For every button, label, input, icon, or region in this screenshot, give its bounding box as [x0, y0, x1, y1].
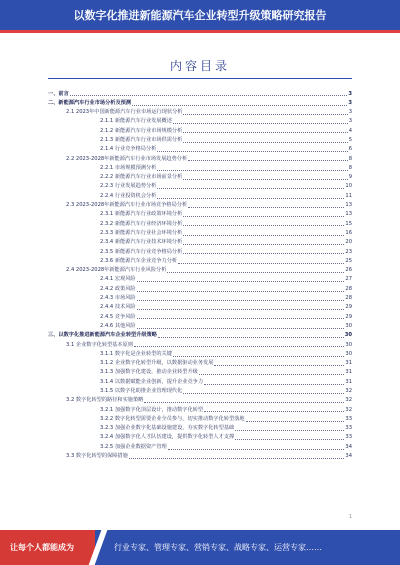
toc-entry-page: 3 [348, 90, 352, 97]
toc-entry-page: 31 [345, 360, 352, 367]
toc-entry-page: 33 [345, 425, 352, 432]
toc-entry-title: 2.1 2023年中国新能源汽车行业市场运行现状分析 [66, 109, 183, 116]
toc-leader-dots [144, 401, 344, 403]
toc-leader-dots [183, 178, 347, 180]
toc-entry-title: 3.1.5 以数字化助推企业管理现代化 [100, 388, 183, 394]
toc-entry-page: 27 [345, 276, 352, 283]
toc-entry[interactable] [48, 358, 352, 367]
toc-leader-dots [188, 206, 344, 208]
toc-entry-title: 3.1.4 以数据赋能企业创新，提升企业竞争力 [100, 378, 204, 385]
toc-entry[interactable] [48, 283, 352, 292]
toc-leader-dots [157, 197, 344, 199]
toc-entry-page: 29 [345, 304, 352, 311]
toc-leader-dots [137, 327, 345, 329]
toc-entry-page: 31 [345, 369, 352, 376]
toc-entry[interactable] [48, 302, 352, 311]
toc-entry-page: 26 [345, 267, 352, 274]
toc-entry-page: 9 [348, 174, 352, 181]
toc-leader-dots [173, 355, 344, 357]
toc-heading: 内容目录 [169, 59, 230, 73]
toc-leader-dots [157, 169, 347, 171]
toc-entry[interactable] [48, 125, 352, 134]
toc-entry-page: 28 [345, 285, 352, 292]
toc-entry-title: 3.3 数字化转型的保障措施 [66, 453, 128, 460]
toc-leader-dots [204, 383, 344, 385]
toc-entry-page: 3 [348, 99, 352, 106]
toc-leader-dots [183, 113, 347, 115]
toc-entry-title: 2.2.1 市场规模预测分析 [100, 164, 157, 171]
toc-entry[interactable] [48, 339, 352, 348]
toc-leader-dots [183, 224, 344, 226]
toc-entry-title: 三、以数字化推进新能源汽车企业转型升级策略 [48, 332, 157, 339]
toc-entry-title: 2.3.3 新能源汽车行业社会环境分析 [100, 229, 183, 236]
toc-entry-title: 2.2.4 行业投资机会分析 [100, 192, 157, 199]
toc-leader-dots [70, 94, 348, 96]
toc-entry-title: 2.1.2 新能源汽车行业市场规模分析 [100, 127, 183, 134]
toc-entry[interactable] [48, 218, 352, 227]
toc-entry-title: 2.1.1 新能源汽车行业发展概述 [100, 118, 172, 125]
toc-leader-dots [204, 410, 344, 412]
toc-entry[interactable] [48, 144, 352, 153]
toc-entry-title: 2.2.2 新能源汽车行业市场前景分析 [100, 174, 183, 181]
toc-entry[interactable] [48, 451, 352, 460]
toc-entry[interactable] [48, 190, 352, 199]
toc-entry-title: 3.2.3 加强企业数字化基础设施建设，夯实数字化转型基础 [100, 425, 235, 432]
toc-entry[interactable] [48, 423, 352, 432]
toc-entry-page: 32 [345, 397, 352, 404]
toc-leader-dots [157, 187, 344, 189]
toc-entry-page: 16 [345, 229, 352, 236]
toc-entry-page: 4 [348, 127, 352, 134]
toc-leader-dots [183, 252, 344, 254]
toc-entry-page: 13 [345, 211, 352, 218]
toc-entry-title: 3.2.4 加强数字化人才队伍建设，提供数字化转型人才支撑 [100, 434, 235, 441]
toc-entry-page: 20 [345, 239, 352, 246]
toc-entry-page: 5 [348, 136, 352, 143]
toc-entry-page: 30 [345, 350, 352, 357]
toc-leader-dots [137, 308, 345, 310]
report-header-bar [0, 0, 400, 30]
toc-entry-title: 3.1.3 加强数字化建设，推动企业转型升级 [100, 369, 198, 376]
toc-entry-title: 3.2.1 加强数字化顶层设计，推动数字化转型 [100, 406, 204, 413]
header-accent-line [0, 30, 400, 33]
toc-entry[interactable] [48, 162, 352, 171]
toc-entry-page: 8 [348, 164, 352, 171]
toc-entry[interactable] [48, 376, 352, 385]
toc-entry-page: 3 [348, 118, 352, 125]
toc-entry-page: 31 [345, 378, 352, 385]
toc-entry[interactable] [48, 330, 352, 339]
toc-leader-dots [137, 290, 345, 292]
report-title: 以数字化推进新能源汽车企业转型升级策略研究报告 [73, 9, 327, 22]
toc-entry-title: 2.4 2023-2028年新能源汽车行业风险分析 [66, 267, 167, 274]
toc-entry[interactable] [48, 227, 352, 236]
toc-entry[interactable] [48, 293, 352, 302]
toc-leader-dots [158, 336, 344, 338]
toc-entry-title: 2.2 2023-2028年新能源汽车行业市场发展趋势分析 [66, 155, 188, 162]
toc-entry[interactable] [48, 274, 352, 283]
toc-entry-page: 6 [348, 146, 352, 153]
toc-leader-dots [183, 141, 347, 143]
toc-entry[interactable] [48, 97, 352, 106]
toc-leader-dots [167, 271, 344, 273]
page-number: 1 [348, 514, 352, 520]
toc-entry-title: 一、前言 [48, 90, 69, 97]
toc-entry-title: 3.2.5 加强企业数据资产管理 [100, 443, 167, 450]
toc-entry[interactable] [48, 246, 352, 255]
toc-entry[interactable] [48, 413, 352, 422]
toc-entry-page: 32 [345, 406, 352, 413]
toc-entry[interactable] [48, 386, 352, 395]
toc-entry-page: 32 [345, 388, 352, 394]
toc-entry-title: 2.3.4 新能源汽车行业技术环境分析 [100, 239, 183, 246]
toc-entry-title: 2.1.3 新能源汽车行业市场供需分析 [100, 136, 183, 143]
toc-entry-page: 30 [345, 341, 352, 348]
footer-banner [0, 530, 400, 565]
toc-leader-dots [137, 317, 345, 319]
footer-expert-list: 行业专家、管理专家、营销专家、战略专家、运营专家…… [114, 543, 322, 552]
toc-leader-dots [183, 215, 344, 217]
toc-leader-dots [199, 373, 345, 375]
toc-entry-title: 2.3 2023-2028年新能源汽车行业市场竞争格局分析 [66, 202, 188, 209]
toc-leader-dots [178, 262, 344, 264]
toc-entry-page: 15 [345, 220, 352, 227]
toc-entry[interactable] [48, 153, 352, 162]
toc-entry[interactable] [48, 311, 352, 320]
toc-entry[interactable] [48, 209, 352, 218]
toc-entry-page: 8 [348, 155, 352, 162]
toc-leader-dots [157, 150, 347, 152]
toc-entry-title: 3.2.2 数字化转型需要企业全员参与，切实推动数字化转型落地 [100, 415, 245, 422]
toc-entry-title: 2.4.2 政策风险 [100, 285, 136, 292]
toc-entry[interactable] [48, 237, 352, 246]
toc-leader-dots [235, 438, 344, 440]
toc-entry[interactable] [48, 395, 352, 404]
toc-entry-title: 2.3.2 新能源汽车行业经济环境分析 [100, 220, 183, 227]
toc-entry-title: 2.3.5 新能源汽车行业竞争格局分析 [100, 248, 183, 255]
toc-leader-dots [132, 104, 347, 106]
toc-leader-dots [183, 234, 344, 236]
toc-entry[interactable] [48, 348, 352, 357]
toc-leader-dots [137, 280, 345, 282]
toc-entry[interactable] [48, 441, 352, 450]
toc-entry-title: 3.1.2 企业数字化转型升级，以数据驱动业务发展 [100, 360, 214, 367]
toc-entry-title: 2.4.1 宏观风险 [100, 276, 136, 283]
toc-entry-title: 2.3.6 新能源汽车企业竞争力分析 [100, 257, 178, 264]
toc-leader-dots [183, 131, 347, 133]
toc-entry-page: 30 [344, 332, 352, 339]
toc-entry-page: 29 [345, 313, 352, 320]
toc-entry-title: 3.2 数字化转型的路径和实施策略 [66, 397, 144, 404]
toc-entry[interactable] [48, 88, 352, 97]
toc-entry-page: 30 [345, 322, 352, 329]
toc-entry[interactable] [48, 404, 352, 413]
toc-entry[interactable] [48, 432, 352, 441]
toc-leader-dots [173, 122, 348, 124]
toc-leader-dots [129, 457, 345, 459]
toc-entry-page: 23 [345, 248, 352, 255]
toc-entry-page: 13 [345, 202, 352, 209]
toc-entry[interactable] [48, 116, 352, 125]
toc-entry-title: 2.4.6 其他风险 [100, 322, 136, 329]
toc-entry-page: 25 [345, 257, 352, 264]
table-of-contents [48, 88, 352, 460]
toc-entry[interactable] [48, 181, 352, 190]
toc-entry[interactable] [48, 367, 352, 376]
toc-entry-title: 3.1 企业数字化转型基本原则 [66, 341, 133, 348]
toc-entry-page: 33 [345, 434, 352, 441]
heading-divider [48, 78, 352, 79]
toc-entry-page: 33 [345, 415, 352, 422]
footer-slogan: 让每个人都能成为 [10, 543, 74, 552]
toc-entry-title: 2.4.4 技术风险 [100, 304, 136, 311]
toc-leader-dots [183, 392, 344, 394]
toc-entry[interactable] [48, 320, 352, 329]
toc-entry-title: 2.4.5 竞争风险 [100, 313, 136, 320]
toc-entry-page: 34 [345, 443, 352, 450]
toc-entry[interactable] [48, 255, 352, 264]
toc-leader-dots [235, 429, 344, 431]
toc-entry-page: 11 [345, 192, 352, 199]
toc-entry-page: 3 [348, 109, 352, 116]
toc-leader-dots [246, 420, 345, 422]
toc-entry-title: 2.4.3 市场风险 [100, 295, 136, 302]
toc-entry-page: 28 [345, 295, 352, 302]
toc-entry-title: 2.1.4 行业竞争格局分析 [100, 146, 157, 153]
toc-leader-dots [214, 364, 344, 366]
toc-entry-title: 2.2.3 行业发展趋势分析 [100, 183, 157, 190]
toc-leader-dots [137, 299, 345, 301]
toc-leader-dots [134, 345, 344, 347]
toc-entry-title: 3.1.1 数字化是企业转型的关键 [100, 350, 172, 357]
toc-leader-dots [168, 448, 345, 450]
toc-entry[interactable] [48, 107, 352, 116]
toc-entry-page: 34 [345, 453, 352, 460]
toc-entry[interactable] [48, 172, 352, 181]
toc-entry[interactable] [48, 134, 352, 143]
toc-leader-dots [183, 243, 344, 245]
toc-entry[interactable] [48, 265, 352, 274]
toc-entry[interactable] [48, 200, 352, 209]
toc-entry-title: 二、新能源汽车行业市场分析及预测 [48, 99, 132, 106]
toc-leader-dots [188, 159, 348, 161]
toc-entry-title: 2.3.1 新能源汽车行业政策环境分析 [100, 211, 183, 218]
toc-entry-page: 10 [345, 183, 352, 190]
